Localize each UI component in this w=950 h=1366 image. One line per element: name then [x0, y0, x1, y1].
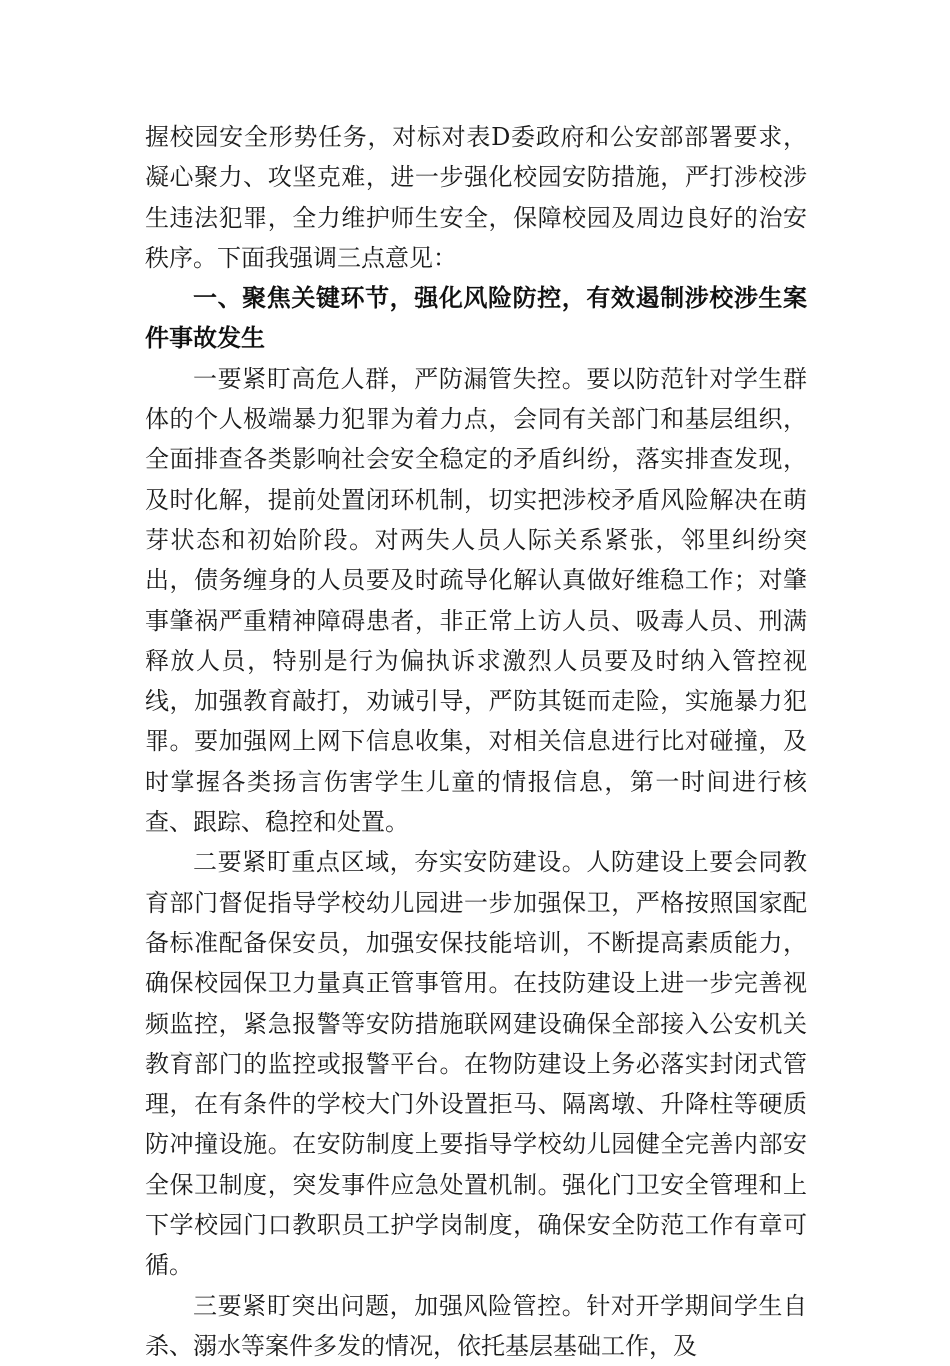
body-paragraph-1: 一要紧盯高危人群，严防漏管失控。要以防范针对学生群体的个人极端暴力犯罪为着力点，会同有关部门和基层组织，全面排查各类影响社会安全稳定的矛盾纠纷，落实排查发现，及时化解，提前处置闭环机制，切实把涉校矛盾风险解决在萌芽状态和初始阶段。对两失人员人际关系紧张，邻里纠纷突出，债务缠身的人员要及时疏导化解认真做好维稳工作；对肇事肇祸严重精神障碍患者，非正常上访人员、吸毒人员、刑满释放人员，特别是行为偏执诉求激烈人员要及时纳入管控视线，加强教育敲打，劝诫引导，严防其铤而走险，实施暴力犯罪。要加强网上网下信息收集，对相关信息进行比对碰撞，及时掌握各类扬言伤害学生儿童的情报信息，第一时间进行核查、跟踪、稳控和处置。	[145, 364, 807, 837]
section-heading-1: 一、聚焦关键环节，强化风险防控，有效遏制涉校涉生案件事故发生	[145, 284, 807, 353]
body-paragraph-2: 二要紧盯重点区域，夯实安防建设。人防建设上要会同教育部门督促指导学校幼儿园进一步加强保卫，严格按照国家配备标准配备保安员，加强安保技能培训，不断提高素质能力，确保校园保卫力量真正管事管用。在技防建设上进一步完善视频监控，紧急报警等安防措施联网建设确保全部接入公安机关教育部门的监控或报警平台。在物防建设上务必落实封闭式管理，在有条件的学校大门外设置拒马、隔离墩、升降柱等硬质防冲撞设施。在安防制度上要指导学校幼儿园健全完善内部安全保卫制度，突发事件应急处置机制。强化门卫安全管理和上下学校园门口教职员工护学岗制度，确保安全防范工作有章可循。	[145, 848, 807, 1280]
intro-paragraph: 握校园安全形势任务，对标对表D委政府和公安部部署要求，凝心聚力、攻坚克难，进一步强化校园安防措施，严打涉校涉生违法犯罪，全力维护师生安全，保障校园及周边良好的治安秩序。下面我强调三点意见：	[145, 123, 807, 272]
document-body	[145, 117, 807, 1366]
body-paragraph-3: 三要紧盯突出问题，加强风险管控。针对开学期间学生自杀、溺水等案件多发的情况，依托基层基础工作，及	[145, 1291, 807, 1360]
